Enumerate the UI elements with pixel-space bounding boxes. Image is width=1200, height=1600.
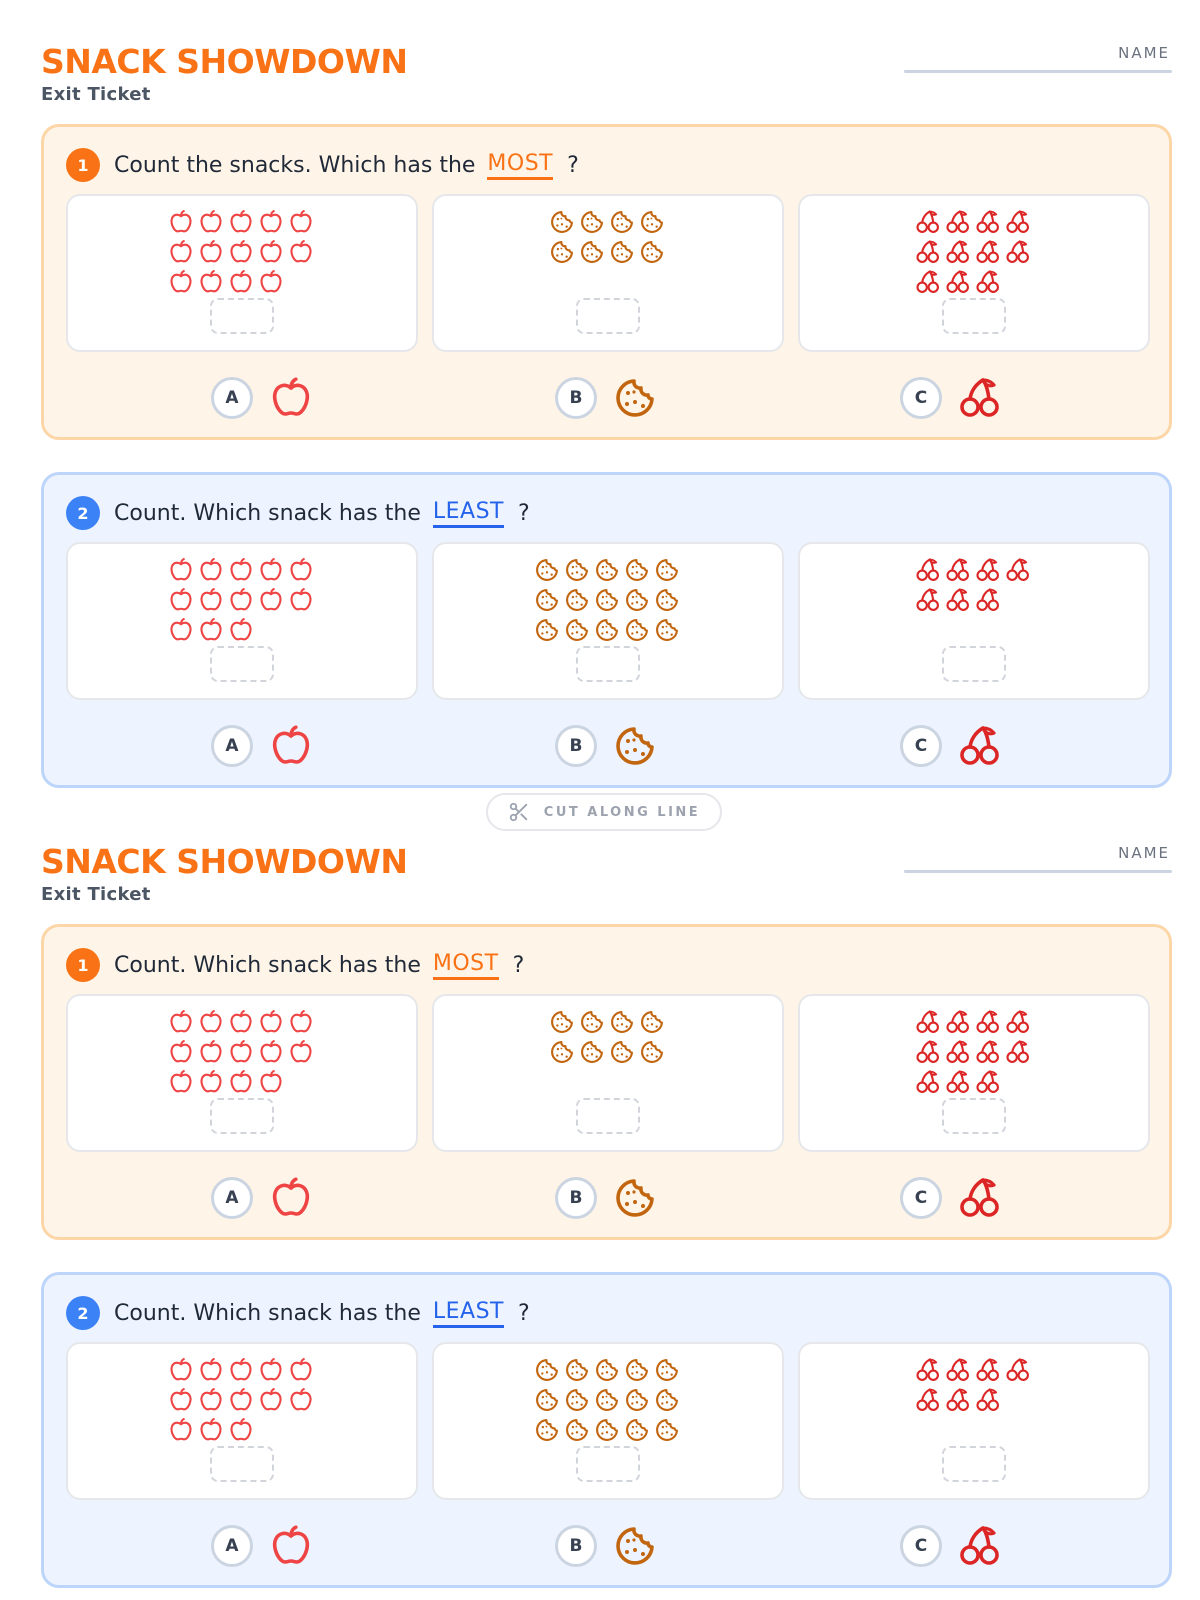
question-number-badge: 1 [66,948,100,982]
question-prompt: Count. Which snack has the [114,1300,421,1326]
cookie-icon [533,586,561,614]
question-card [41,1272,1172,1588]
cookie-icon [563,1386,591,1414]
count-answer-box[interactable] [210,298,274,334]
cherry-icon [1004,556,1032,584]
cherry-icon [944,208,972,236]
apple-icon [197,1008,225,1036]
apple-icon [287,586,315,614]
answer-choice[interactable] [555,374,659,422]
cookie-icon [593,1386,621,1414]
page-title: SNACK SHOWDOWN [41,842,408,881]
snack-row [167,1068,317,1098]
answer-choice[interactable] [900,722,1004,770]
cookie-icon [608,1008,636,1036]
cookie-icon [593,1416,621,1444]
cherry-icon [914,586,942,614]
question-prompt: Count. Which snack has the [114,952,421,978]
cherry-icon [974,208,1002,236]
cherry-icon [944,238,972,266]
apple-icon [197,1038,225,1066]
cookie-icon [638,1008,666,1036]
cherry-icon [974,1068,1002,1096]
apple-icon [227,1356,255,1384]
apple-icon [257,1386,285,1414]
page-title: SNACK SHOWDOWN [41,42,408,81]
snack-grid [800,556,1148,616]
cookie-icon [533,556,561,584]
snack-grid [434,208,782,268]
apple-icon [257,1068,285,1096]
cherry-icon [974,1386,1002,1414]
cookie-icon [608,1038,636,1066]
question-card [41,124,1172,440]
cookie-icon [563,1416,591,1444]
cookie-icon [623,586,651,614]
count-answer-box[interactable] [942,646,1006,682]
cherry-icon [1004,208,1032,236]
cherry-icon [974,586,1002,614]
apple-icon [257,1008,285,1036]
choice-letter-bubble[interactable]: C [900,725,942,767]
cherry-icon [1004,1008,1032,1036]
name-label: NAME [1118,844,1170,862]
apple-icon [287,1356,315,1384]
snack-row [914,1008,1034,1038]
choice-letter-bubble[interactable]: C [900,1525,942,1567]
question-mark: ? [518,500,530,526]
cookie-icon [611,722,659,770]
snack-group-box [798,542,1150,700]
cookie-icon [611,374,659,422]
snack-row [914,1356,1034,1386]
count-answer-box[interactable] [942,1098,1006,1134]
count-answer-box[interactable] [576,1446,640,1482]
snack-grid [800,1356,1148,1416]
cherry-icon [914,1038,942,1066]
snack-row [167,1356,317,1386]
snack-row [167,556,317,586]
question-keyword: MOST [433,951,499,980]
cookie-icon [653,616,681,644]
apple-icon [167,556,195,584]
apple-icon [267,374,315,422]
count-answer-box[interactable] [210,646,274,682]
choice-letter-bubble[interactable]: A [211,1177,253,1219]
apple-icon [167,586,195,614]
count-answer-box[interactable] [576,1098,640,1134]
answer-choice[interactable] [211,1174,315,1222]
snack-group-box [798,1342,1150,1500]
snack-grid [68,556,416,646]
question-number-badge: 2 [66,496,100,530]
cookie-icon [593,556,621,584]
question-header [66,947,524,983]
name-label: NAME [1118,44,1170,62]
apple-icon [197,1386,225,1414]
snack-group-box [432,994,784,1152]
question-mark: ? [512,952,525,978]
snack-grid [434,1008,782,1068]
count-answer-box[interactable] [576,646,640,682]
cookie-icon [548,1008,576,1036]
cookie-icon [653,586,681,614]
cherry-icon [914,268,942,296]
apple-icon [227,1038,255,1066]
snack-row [914,586,1034,616]
apple-icon [167,268,195,296]
cherry-icon [914,1008,942,1036]
apple-icon [167,208,195,236]
apple-icon [287,1038,315,1066]
choice-letter-bubble[interactable]: B [555,725,597,767]
count-answer-box[interactable] [210,1446,274,1482]
choice-letter-bubble[interactable]: A [211,725,253,767]
apple-icon [197,616,225,644]
apple-icon [227,238,255,266]
apple-icon [167,1068,195,1096]
cookie-icon [608,238,636,266]
cookie-icon [653,1356,681,1384]
cherry-icon [974,268,1002,296]
choice-letter-bubble[interactable]: B [555,1525,597,1567]
question-header [66,1295,530,1331]
cherry-icon [1004,1038,1032,1066]
apple-icon [227,208,255,236]
apple-icon [197,208,225,236]
apple-icon [227,1008,255,1036]
cherry-icon [1004,238,1032,266]
cookie-icon [533,1416,561,1444]
apple-icon [227,1068,255,1096]
cherry-icon [974,1356,1002,1384]
apple-icon [287,1008,315,1036]
snack-row [548,238,668,268]
snack-group-box [432,194,784,352]
cookie-icon [623,1416,651,1444]
cherry-icon [914,238,942,266]
answer-choice[interactable] [900,1522,1004,1570]
cherry-icon [944,1008,972,1036]
cookie-icon [638,208,666,236]
apple-icon [267,722,315,770]
cherry-icon [956,1174,1004,1222]
page-subtitle: Exit Ticket [41,84,151,105]
answer-choice[interactable] [900,1174,1004,1222]
question-prompt: Count the snacks. Which has the [114,152,476,178]
snack-row [533,586,683,616]
choice-letter-bubble[interactable]: B [555,377,597,419]
apple-icon [227,268,255,296]
cherry-icon [944,1356,972,1384]
apple-icon [167,616,195,644]
question-prompt: Count. Which snack has the [114,500,421,526]
cut-label: CUT ALONG LINE [543,804,701,820]
cookie-icon [638,1038,666,1066]
question-mark: ? [518,1300,530,1326]
snack-row [167,238,317,268]
snack-row [167,1416,317,1446]
answer-choice[interactable] [555,722,659,770]
cookie-icon [548,208,576,236]
snack-row [548,1008,668,1038]
count-answer-box[interactable] [210,1098,274,1134]
apple-icon [167,238,195,266]
snack-group-box [798,994,1150,1152]
snack-row [548,208,668,238]
snack-grid [800,208,1148,298]
question-keyword: LEAST [433,1299,504,1328]
snack-row [914,556,1034,586]
answer-choice[interactable] [555,1174,659,1222]
scissors-icon [508,801,530,823]
snack-row [914,268,1034,298]
cookie-icon [578,238,606,266]
cut-along-line-divider [486,793,722,831]
apple-icon [227,1416,255,1444]
ticket-header [0,0,1200,120]
cherry-icon [956,1522,1004,1570]
snack-grid [68,208,416,298]
snack-grid [68,1008,416,1098]
cherry-icon [974,238,1002,266]
choice-letter-bubble[interactable]: A [211,377,253,419]
snack-row [167,1008,317,1038]
cookie-icon [563,586,591,614]
apple-icon [257,1038,285,1066]
snack-group-box [66,994,418,1152]
snack-grid [800,1008,1148,1098]
choice-letter-bubble[interactable]: C [900,1177,942,1219]
snack-grid [434,556,782,646]
apple-icon [257,586,285,614]
apple-icon [257,268,285,296]
cookie-icon [578,208,606,236]
apple-icon [227,1386,255,1414]
cherry-icon [956,722,1004,770]
apple-icon [267,1174,315,1222]
apple-icon [227,556,255,584]
answer-choice[interactable] [211,722,315,770]
snack-row [167,1038,317,1068]
cookie-icon [533,1356,561,1384]
apple-icon [287,238,315,266]
answer-choice[interactable] [211,374,315,422]
count-answer-box[interactable] [576,298,640,334]
answer-choice[interactable] [555,1522,659,1570]
cherry-icon [944,586,972,614]
question-card [41,924,1172,1240]
snack-row [533,1386,683,1416]
apple-icon [257,238,285,266]
cookie-icon [533,616,561,644]
apple-icon [267,1522,315,1570]
cherry-icon [914,1068,942,1096]
name-field[interactable] [904,70,1172,73]
page-subtitle: Exit Ticket [41,884,151,905]
exit-ticket [0,0,1200,756]
cookie-icon [623,1386,651,1414]
count-answer-box[interactable] [942,1446,1006,1482]
snack-row [914,1038,1034,1068]
cookie-icon [638,238,666,266]
cookie-icon [623,556,651,584]
question-keyword: LEAST [433,499,504,528]
apple-icon [167,1386,195,1414]
apple-icon [197,268,225,296]
choice-letter-bubble[interactable]: B [555,1177,597,1219]
apple-icon [197,1356,225,1384]
snack-group-box [66,542,418,700]
cookie-icon [578,1038,606,1066]
cookie-icon [623,616,651,644]
cookie-icon [608,208,636,236]
snack-row [533,616,683,646]
snack-row [914,208,1034,238]
choice-letter-bubble[interactable]: C [900,377,942,419]
answer-choice[interactable] [900,374,1004,422]
snack-row [167,616,317,646]
apple-icon [257,556,285,584]
cookie-icon [533,1386,561,1414]
question-mark: ? [567,152,579,178]
apple-icon [197,1068,225,1096]
apple-icon [257,1356,285,1384]
cookie-icon [563,1356,591,1384]
apple-icon [167,1416,195,1444]
cherry-icon [914,1356,942,1384]
apple-icon [167,1038,195,1066]
choice-letter-bubble[interactable]: A [211,1525,253,1567]
cookie-icon [563,616,591,644]
cherry-icon [974,556,1002,584]
cherry-icon [944,1068,972,1096]
snack-row [533,1356,683,1386]
question-number-badge: 2 [66,1296,100,1330]
cookie-icon [653,1416,681,1444]
apple-icon [287,556,315,584]
cookie-icon [578,1008,606,1036]
cookie-icon [623,1356,651,1384]
cookie-icon [593,1356,621,1384]
snack-group-box [66,194,418,352]
question-keyword: MOST [487,151,553,180]
question-number-badge: 1 [66,148,100,182]
cherry-icon [956,374,1004,422]
answer-choice[interactable] [211,1522,315,1570]
cherry-icon [944,556,972,584]
cherry-icon [914,556,942,584]
count-answer-box[interactable] [942,298,1006,334]
apple-icon [197,1416,225,1444]
snack-grid [68,1356,416,1446]
snack-row [914,238,1034,268]
snack-row [533,1416,683,1446]
cherry-icon [974,1008,1002,1036]
question-header [66,495,530,531]
question-card [41,472,1172,788]
cookie-icon [653,556,681,584]
cherry-icon [914,1386,942,1414]
snack-row [533,556,683,586]
snack-row [167,208,317,238]
apple-icon [197,556,225,584]
apple-icon [197,586,225,614]
cookie-icon [593,616,621,644]
cherry-icon [914,208,942,236]
snack-group-box [66,1342,418,1500]
cookie-icon [593,586,621,614]
cookie-icon [611,1522,659,1570]
cookie-icon [653,1386,681,1414]
snack-group-box [798,194,1150,352]
apple-icon [227,586,255,614]
apple-icon [167,1356,195,1384]
cherry-icon [944,1038,972,1066]
question-header [66,147,579,183]
apple-icon [197,238,225,266]
snack-row [914,1386,1034,1416]
snack-row [914,1068,1034,1098]
cookie-icon [611,1174,659,1222]
apple-icon [287,1386,315,1414]
name-field[interactable] [904,870,1172,873]
cherry-icon [944,268,972,296]
snack-group-box [432,542,784,700]
cherry-icon [944,1386,972,1414]
apple-icon [227,616,255,644]
cherry-icon [1004,1356,1032,1384]
cookie-icon [548,1038,576,1066]
cherry-icon [974,1038,1002,1066]
snack-row [167,1386,317,1416]
snack-row [167,268,317,298]
apple-icon [167,1008,195,1036]
apple-icon [287,208,315,236]
cookie-icon [563,556,591,584]
cookie-icon [548,238,576,266]
snack-row [548,1038,668,1068]
snack-grid [434,1356,782,1446]
snack-group-box [432,1342,784,1500]
apple-icon [257,208,285,236]
snack-row [167,586,317,616]
